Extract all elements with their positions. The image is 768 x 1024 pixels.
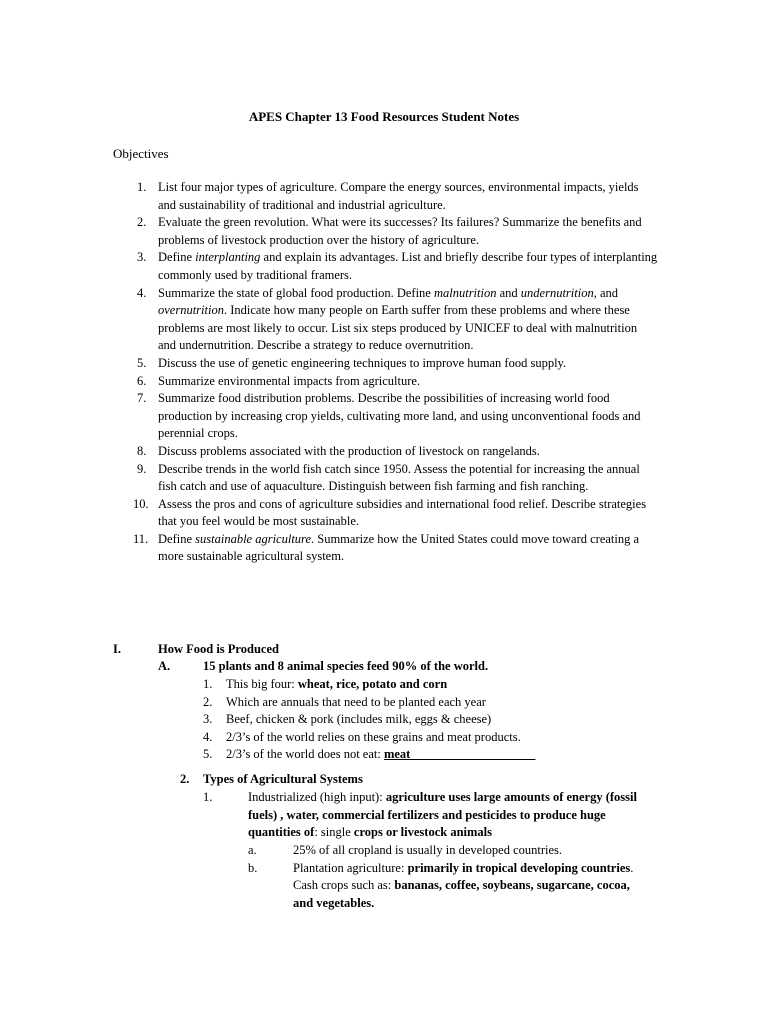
sub-list xyxy=(0,842,768,912)
objective-text xyxy=(158,497,646,529)
objective-item xyxy=(0,179,658,214)
objectives-list xyxy=(0,179,768,566)
subsection-label: 2. xyxy=(180,772,190,786)
objective-item xyxy=(0,285,658,355)
objective-number: 2. xyxy=(137,215,147,230)
objective-item xyxy=(0,531,658,566)
objective-number: 6. xyxy=(137,373,147,388)
objective-item xyxy=(0,461,658,496)
sub-list-item-text xyxy=(293,842,643,860)
text-run: sustainable agriculture xyxy=(195,531,311,546)
text-run: Discuss the use of genetic engineering techniques to improve human food supply. xyxy=(158,355,567,370)
objectives-heading: Objectives xyxy=(113,146,169,161)
objective-item xyxy=(0,373,658,391)
text-run: Discuss problems associated with the production of livestock on rangelands. xyxy=(158,443,540,458)
objective-text xyxy=(158,215,642,247)
text-run: Plantation agriculture: xyxy=(293,860,408,875)
list-item xyxy=(0,711,768,729)
list-item-text xyxy=(226,676,447,694)
list-item-text xyxy=(226,746,535,764)
text-run: overnutrition xyxy=(158,303,224,318)
sub-list-item-letter: a. xyxy=(248,843,257,857)
text-run: Assess the pros and cons of agriculture subsidies and international food relief. Describe strategies that you feel would be most sustainable. xyxy=(158,496,647,529)
objective-item xyxy=(0,390,658,443)
text-run: 2/3’s of the world does not eat: xyxy=(226,747,384,762)
list-item-number: 5. xyxy=(203,747,213,762)
list-item-number: 3. xyxy=(203,712,213,727)
objective-text xyxy=(158,444,540,458)
list-item-text xyxy=(226,711,491,729)
objective-text xyxy=(158,462,640,494)
sub-list-item-letter: b. xyxy=(248,860,258,875)
objective-number: 5. xyxy=(137,355,147,370)
text-run: List four major types of agriculture. Compare the energy sources, environmental impacts, yields and sustainability of traditional and industrial agriculture. xyxy=(158,180,639,212)
text-run: crops or livestock animals xyxy=(353,825,493,840)
text-run: . Cash crops such as: xyxy=(293,860,634,893)
text-run: wheat, rice, potato and corn xyxy=(297,677,448,691)
objective-number: 4. xyxy=(137,285,147,300)
text-run: bananas, coffee, soybeans, sugarcane, cocoa, and vegetables. xyxy=(293,878,630,910)
text-run: : single xyxy=(314,825,354,840)
objective-number: 11. xyxy=(133,531,149,546)
list-item-number: 4. xyxy=(203,729,213,744)
numbered-list xyxy=(0,676,768,764)
objective-number: 1. xyxy=(137,180,147,194)
sub-list-item xyxy=(0,860,768,913)
text-run: Define xyxy=(158,531,196,546)
objective-item xyxy=(0,443,658,461)
list-item xyxy=(0,676,768,694)
text-run: 25% of all cropland is usually in developed countries. xyxy=(293,843,563,857)
text-run: This big four: xyxy=(226,677,298,691)
text-run: meat____________________ xyxy=(383,747,536,762)
text-run: Industrialized (high input): xyxy=(248,790,386,804)
document-title: APES Chapter 13 Food Resources Student Notes xyxy=(248,109,520,124)
objective-number: 3. xyxy=(137,250,147,265)
text-run: Describe trends in the world fish catch since 1950. Assess the potential for increasing the annual fish catch and use of aquaculture. Distinguish between fish farming and fish ranching. xyxy=(158,461,640,494)
text-run: malnutrition xyxy=(433,285,497,300)
text-run: Summarize the state of global food production. Define xyxy=(158,285,434,300)
text-run: and explain its advantages. List and briefly describe four types of interplanting commonly used by traditional framers. xyxy=(158,250,658,282)
objective-text xyxy=(158,250,657,282)
objective-number: 9. xyxy=(137,461,147,476)
objective-number: 8. xyxy=(137,443,147,458)
list-item xyxy=(0,729,768,747)
subsection-title: 15 plants and 8 animal species feed 90% of the world. xyxy=(203,659,489,673)
objective-text xyxy=(158,180,639,212)
text-run: . Summarize how the United States could move toward creating a more sustainable agricultural system. xyxy=(158,531,640,564)
objective-text xyxy=(158,532,639,564)
text-run: agriculture uses large amounts of energy (fossil fuels) , water, commercial fertilizers and pesticides to produce huge quantities of xyxy=(248,790,637,840)
list-item-text xyxy=(226,729,521,747)
list-item-text xyxy=(226,694,486,712)
objective-item xyxy=(0,249,658,284)
objective-text xyxy=(158,286,637,353)
text-run: and xyxy=(496,285,521,300)
objective-item xyxy=(0,355,658,373)
list-item-number: 1. xyxy=(203,677,213,691)
list-item xyxy=(0,746,768,764)
list-item xyxy=(0,694,768,712)
text-run: , and xyxy=(593,285,619,300)
subsection-label: A. xyxy=(158,659,171,673)
text-run: Define xyxy=(158,250,196,265)
list-item-number: 2. xyxy=(203,694,213,709)
text-run: primarily in tropical developing countries xyxy=(407,860,631,875)
sub-list-item-text xyxy=(293,860,643,913)
text-run: Which are annuals that need to be planted each year xyxy=(226,694,486,709)
objective-text xyxy=(158,356,566,370)
section-number: I. xyxy=(113,642,121,656)
text-run: undernutrition xyxy=(520,285,594,300)
text-run: Beef, chicken & pork (includes milk, eggs & cheese) xyxy=(226,712,492,727)
objective-text xyxy=(158,374,420,388)
subsection-title: Types of Agricultural Systems xyxy=(203,772,363,786)
list-item-text xyxy=(248,789,648,842)
objective-number: 10. xyxy=(133,496,149,511)
sub-list-item xyxy=(0,842,768,860)
objective-number: 7. xyxy=(137,391,147,406)
text-run: interplanting xyxy=(195,250,261,265)
text-run: 2/3’s of the world relies on these grains and meat products. xyxy=(226,729,521,744)
objective-item xyxy=(0,214,658,249)
text-run: Summarize environmental impacts from agriculture. xyxy=(158,373,421,388)
objective-item xyxy=(0,496,658,531)
text-run: . Indicate how many people on Earth suffer from these problems and where these problems are most likely to occur. List six steps produced by UNICEF to deal with malnutrition and undernutrition. Describe a strategy to reduce overnutrition. xyxy=(158,303,638,353)
section-title: How Food is Produced xyxy=(158,642,279,656)
objective-text xyxy=(158,391,641,440)
text-run: Summarize food distribution problems. Describe the possibilities of increasing world food production by increasing crop yields, cultivating more land, and using unconventional foods and perennial crops. xyxy=(158,391,641,441)
list-item-number: 1. xyxy=(203,790,213,804)
text-run: Evaluate the green revolution. What were its successes? Its failures? Summarize the benefits and problems of livestock production over the history of agriculture. xyxy=(158,215,642,247)
